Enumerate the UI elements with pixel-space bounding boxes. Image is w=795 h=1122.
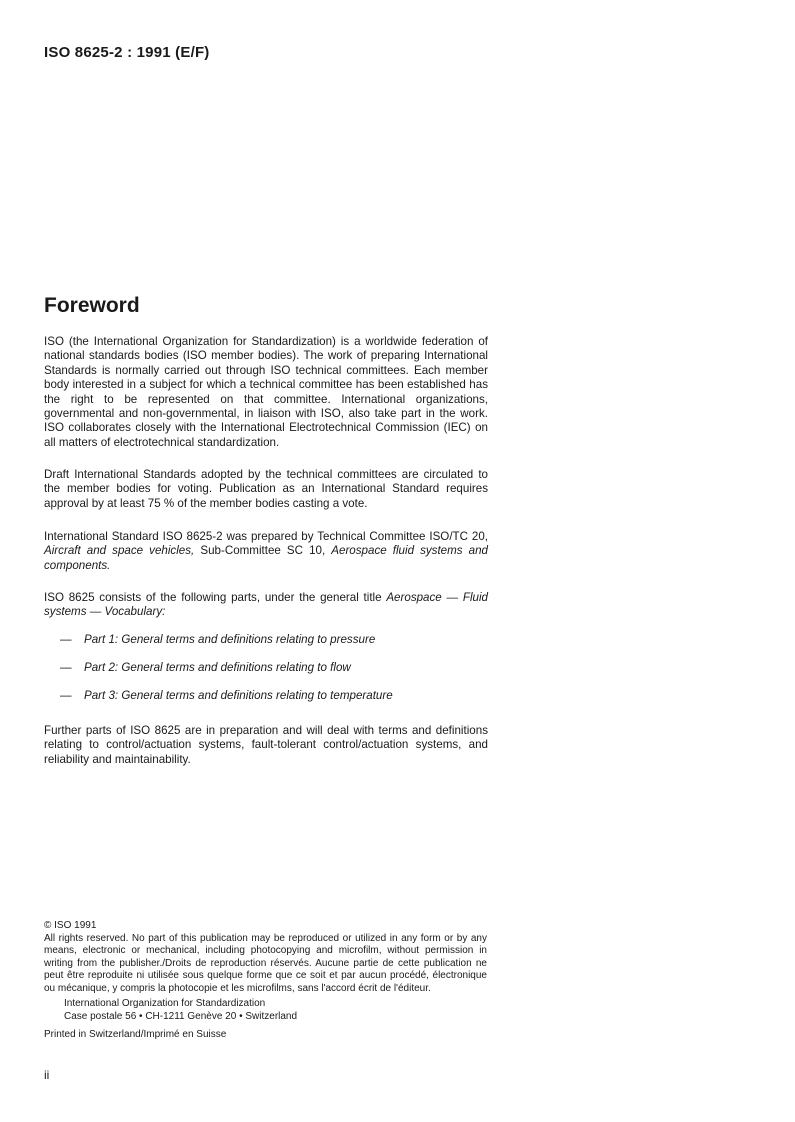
copyright-block: [44, 920, 487, 1042]
foreword-paragraph-iso: ISO (the International Organization for Standardization) is a worldwide federation of national standards bodies (ISO member bodies). The work of preparing International Standards is normally carried out through ISO technical committees. Each member body interested in a subject for which a technical committee has been established has the right to be represented on that committee. International organizations, governmental and non-governmental, in liaison with ISO, also take part in the work. ISO collaborates closely with the International Electrotechnical Commission (IEC) on all matters of electrotechnical standardization.: [44, 335, 488, 449]
page-title: Foreword: [44, 294, 140, 317]
list-item: [44, 689, 488, 717]
organization-name: International Organization for Standardization: [64, 998, 266, 1009]
part-2-title: Part 2: General terms and definitions relating to flow: [84, 661, 351, 674]
part-1-title: Part 1: General terms and definitions relating to pressure: [84, 633, 376, 646]
subcommittee-name: Aerospace fluid systems and components.: [44, 544, 488, 572]
list-dash: —: [60, 689, 72, 702]
parts-intro-text: ISO 8625 consists of the following parts, under the general title: [44, 591, 387, 604]
list-dash: —: [60, 661, 72, 674]
part-3-title: Part 3: General terms and definitions relating to temperature: [84, 689, 393, 702]
list-dash: —: [60, 633, 72, 646]
document-header: ISO 8625-2 : 1991 (E/F): [44, 44, 210, 61]
preparation-text: International Standard ISO 8625-2 was prepared by Technical Committee ISO/TC 20,: [44, 530, 488, 543]
foreword-paragraph-preparation: [44, 530, 488, 573]
page-number: ii: [44, 1068, 50, 1082]
foreword-paragraph-drafts: Draft International Standards adopted by the technical committees are circulated to the member bodies for voting. Publication as an International Standard requires approval by at least 75 % of the member bodies casting a vote.: [44, 468, 488, 510]
list-item: [44, 633, 488, 661]
foreword-paragraph-further-parts: Further parts of ISO 8625 are in preparation and will deal with terms and definitions relating to control/actuation systems, fault-tolerant control/actuation systems, and reliability and maintainability.: [44, 724, 488, 766]
copyright-line: © ISO 1991: [44, 920, 97, 931]
list-item: [44, 661, 488, 689]
subcommittee-text: Sub-Committee SC 10,: [194, 544, 332, 558]
rights-notice: All rights reserved. No part of this publication may be reproduced or utilized in any form or by any means, electronic or mechanical, including photocopying and microfilm, without permission in writing from the publisher./Droits de reproduction réservés. Aucune partie de cette publication ne peut être reproduite ni utilisée sous quelque forme que ce soit et par aucun procédé, électronique ou mécanique, y compris la photocopie et les microfilms, sans l'accord écrit de l'éditeur.: [44, 932, 487, 994]
committee-name: Aircraft and space vehicles,: [44, 544, 195, 558]
general-title: Aerospace — Fluid systems — Vocabulary:: [44, 591, 488, 619]
postal-address: Case postale 56 • CH-1211 Genève 20 • Switzerland: [64, 1010, 298, 1022]
parts-list: [44, 633, 488, 717]
foreword-paragraph-parts: [44, 591, 488, 620]
publisher-address: [64, 998, 487, 1023]
printed-in: Printed in Switzerland/Imprimé en Suisse: [44, 1029, 227, 1040]
